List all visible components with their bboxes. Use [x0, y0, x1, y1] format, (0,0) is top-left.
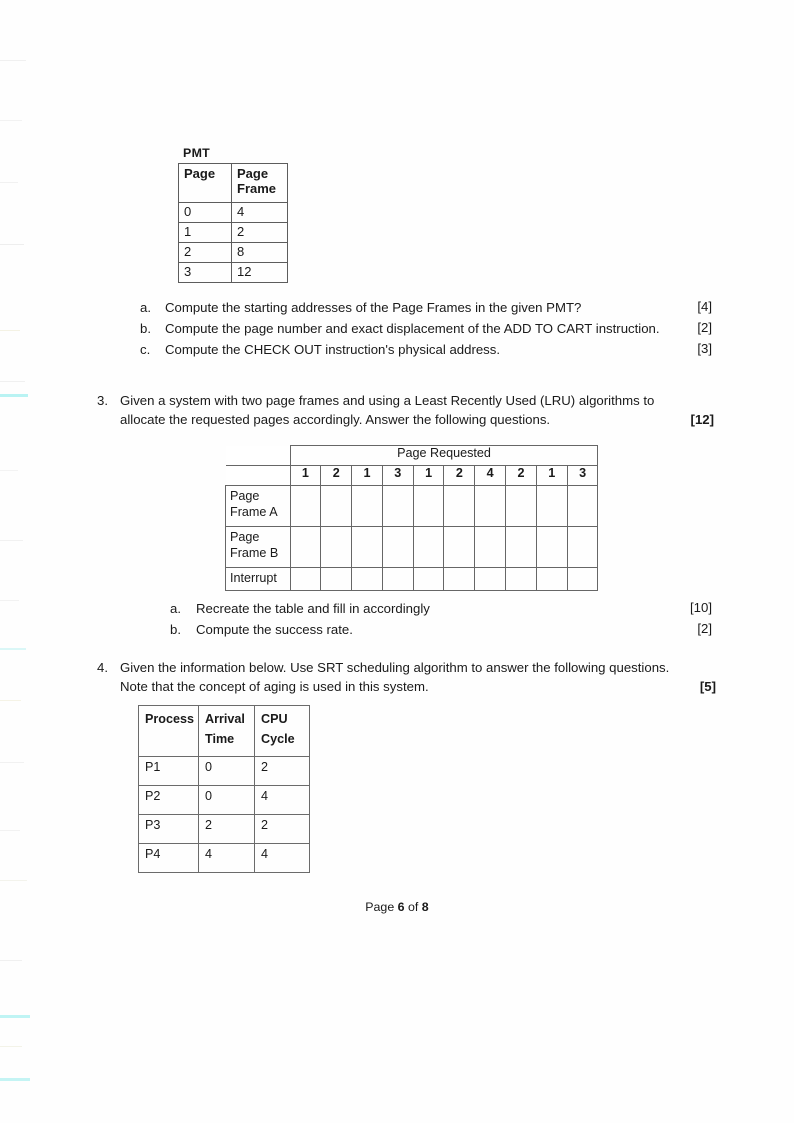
table-row — [139, 757, 310, 786]
lru-empty-cell — [567, 486, 598, 527]
page-request-value: 3 — [567, 466, 598, 486]
page-requested-table — [225, 445, 598, 591]
proc-cell-arrival: 0 — [199, 757, 255, 786]
scan-artifact-streak — [0, 600, 19, 601]
table-row — [179, 223, 288, 243]
lru-empty-cell — [536, 527, 567, 568]
proc-header-process: Process — [139, 706, 199, 757]
table-header-row — [139, 706, 310, 757]
page-request-value: 2 — [506, 466, 537, 486]
lru-row-label-line2: Frame B — [230, 546, 279, 560]
lru-empty-cell — [475, 486, 506, 527]
scan-artifact-streak — [0, 394, 28, 397]
table-row — [179, 263, 288, 283]
q4-number: 4. — [97, 660, 108, 675]
lru-corner-cell — [226, 466, 291, 486]
table-header-row — [226, 466, 598, 486]
q3-marks: [12] — [690, 412, 714, 427]
scan-artifact-streak — [0, 330, 20, 331]
q3-line1: Given a system with two page frames and using a Least Recently Used (LRU) algorithms to — [120, 393, 655, 408]
proc-cell-process: P4 — [139, 844, 199, 873]
table-row — [179, 203, 288, 223]
lru-empty-cell — [444, 527, 475, 568]
scan-artifact-streak — [0, 244, 24, 245]
scan-artifact-streak — [0, 120, 22, 121]
page-requested-header: Page Requested — [290, 446, 598, 466]
scan-artifact-streak — [0, 540, 23, 541]
table-row — [139, 815, 310, 844]
lru-empty-cell — [567, 568, 598, 591]
proc-cell-cpu: 4 — [255, 786, 310, 815]
footer-prefix: Page — [365, 900, 398, 914]
lru-empty-cell — [321, 527, 352, 568]
q4-marks: [5] — [699, 679, 716, 694]
footer-current-page: 6 — [397, 900, 405, 914]
pmt-cell-frame: 12 — [232, 263, 288, 283]
q3-subitem-a-text: Recreate the table and fill in accordingly — [196, 601, 430, 616]
q2-subitem-b-label: b. — [140, 321, 151, 336]
lru-empty-cell — [536, 486, 567, 527]
scan-artifact-streak — [0, 648, 26, 650]
lru-empty-cell — [536, 568, 567, 591]
page-request-value: 1 — [352, 466, 383, 486]
q3-line2: allocate the requested pages accordingly. Answer the following questions. — [120, 412, 551, 427]
lru-row-label-interrupt: Interrupt — [226, 568, 291, 591]
scan-artifact-streak — [0, 880, 27, 881]
lru-row-label-frame-b — [226, 527, 291, 568]
pmt-caption: PMT — [183, 146, 211, 160]
scan-artifact-streak — [0, 470, 18, 471]
proc-header-cpu-line1: CPU — [261, 712, 288, 726]
q3-subitem-b-label: b. — [170, 622, 181, 637]
lru-empty-cell — [290, 568, 321, 591]
pmt-cell-page: 0 — [179, 203, 232, 223]
lru-empty-cell — [382, 486, 413, 527]
pmt-header-page-frame-line2: Frame — [237, 181, 277, 196]
q3-subitem-a-marks: [10] — [690, 600, 712, 615]
proc-cell-arrival: 2 — [199, 815, 255, 844]
lru-empty-cell — [506, 486, 537, 527]
proc-cell-process: P3 — [139, 815, 199, 844]
lru-empty-cell — [352, 568, 383, 591]
pmt-cell-page: 2 — [179, 243, 232, 263]
lru-empty-cell — [321, 486, 352, 527]
scan-artifact-streak — [0, 700, 21, 701]
page-request-value: 1 — [413, 466, 444, 486]
page-request-value: 2 — [321, 466, 352, 486]
table-row — [226, 527, 598, 568]
q2-subitem-c-marks: [3] — [697, 341, 712, 356]
lru-row-label-line2: Frame A — [230, 505, 278, 519]
scan-artifact-streak — [0, 1046, 22, 1047]
q3-subitem-b-text: Compute the success rate. — [196, 622, 353, 637]
proc-header-arrival-time — [199, 706, 255, 757]
lru-empty-cell — [352, 527, 383, 568]
pmt-cell-page: 3 — [179, 263, 232, 283]
lru-empty-cell — [290, 527, 321, 568]
q2-subitem-c-label: c. — [140, 342, 151, 357]
proc-cell-cpu: 4 — [255, 844, 310, 873]
proc-header-cpu-cycle — [255, 706, 310, 757]
proc-cell-process: P1 — [139, 757, 199, 786]
proc-cell-arrival: 0 — [199, 786, 255, 815]
table-row — [226, 486, 598, 527]
scan-artifact-streak — [0, 60, 26, 61]
page-request-value: 3 — [382, 466, 413, 486]
pmt-header-page-frame — [232, 164, 288, 203]
lru-empty-cell — [506, 568, 537, 591]
lru-empty-cell — [413, 527, 444, 568]
lru-empty-cell — [290, 486, 321, 527]
page-footer — [0, 900, 794, 914]
proc-header-arrival-line1: Arrival — [205, 712, 245, 726]
q2-subitem-b-text: Compute the page number and exact displacement of the ADD TO CART instruction. — [165, 321, 660, 336]
page-request-value: 1 — [536, 466, 567, 486]
table-row — [226, 568, 598, 591]
footer-total-pages: 8 — [421, 900, 429, 914]
q3-number: 3. — [97, 393, 108, 408]
lru-row-label-line1: Page — [230, 489, 260, 503]
q3-subitem-a-label: a. — [170, 601, 181, 616]
page-request-value: 2 — [444, 466, 475, 486]
proc-cell-process: P2 — [139, 786, 199, 815]
pmt-header-page-frame-line1: Page — [237, 166, 269, 181]
q4-line1: Given the information below. Use SRT scheduling algorithm to answer the following questions. — [120, 660, 670, 675]
lru-empty-cell — [444, 568, 475, 591]
process-table — [138, 705, 310, 873]
lru-row-label-frame-a — [226, 486, 291, 527]
scan-artifact-streak — [0, 960, 22, 961]
page-request-value: 1 — [290, 466, 321, 486]
scan-artifact-streak — [0, 1015, 30, 1018]
q2-subitem-c-text: Compute the CHECK OUT instruction's physical address. — [165, 342, 501, 357]
table-row — [139, 786, 310, 815]
proc-cell-cpu: 2 — [255, 757, 310, 786]
table-header-row — [179, 164, 288, 203]
table-row — [139, 844, 310, 873]
scan-artifact-streak — [0, 381, 25, 382]
table-header-row — [226, 446, 598, 466]
table-row — [179, 243, 288, 263]
page-request-value: 4 — [475, 466, 506, 486]
lru-empty-cell — [321, 568, 352, 591]
q2-subitem-a-label: a. — [140, 300, 151, 315]
lru-empty-cell — [382, 527, 413, 568]
proc-cell-arrival: 4 — [199, 844, 255, 873]
lru-empty-cell — [444, 486, 475, 527]
proc-header-cpu-line2: Cycle — [261, 732, 295, 746]
lru-row-label-line1: Page — [230, 530, 260, 544]
scan-artifact-streak — [0, 830, 20, 831]
q4-line2: Note that the concept of aging is used in this system. — [120, 679, 429, 694]
lru-empty-cell — [413, 486, 444, 527]
pmt-cell-frame: 8 — [232, 243, 288, 263]
pmt-cell-frame: 4 — [232, 203, 288, 223]
lru-empty-cell — [506, 527, 537, 568]
lru-empty-cell — [475, 527, 506, 568]
pmt-cell-frame: 2 — [232, 223, 288, 243]
scan-artifact-streak — [0, 1078, 30, 1081]
q2-subitem-b-marks: [2] — [697, 320, 712, 335]
scan-artifact-streak — [0, 182, 18, 183]
lru-empty-cell — [352, 486, 383, 527]
pmt-table — [178, 163, 288, 283]
q3-subitem-b-marks: [2] — [697, 621, 712, 636]
q2-subitem-a-marks: [4] — [697, 299, 712, 314]
footer-middle: of — [404, 900, 422, 914]
lru-empty-cell — [382, 568, 413, 591]
proc-header-arrival-line2: Time — [205, 732, 235, 746]
lru-empty-cell — [567, 527, 598, 568]
proc-cell-cpu: 2 — [255, 815, 310, 844]
scan-artifact-streak — [0, 762, 24, 763]
q2-subitem-a-text: Compute the starting addresses of the Page Frames in the given PMT? — [165, 300, 582, 315]
lru-empty-cell — [475, 568, 506, 591]
pmt-header-page: Page — [179, 164, 232, 203]
pmt-cell-page: 1 — [179, 223, 232, 243]
lru-empty-cell — [413, 568, 444, 591]
lru-corner-cell — [226, 446, 291, 466]
